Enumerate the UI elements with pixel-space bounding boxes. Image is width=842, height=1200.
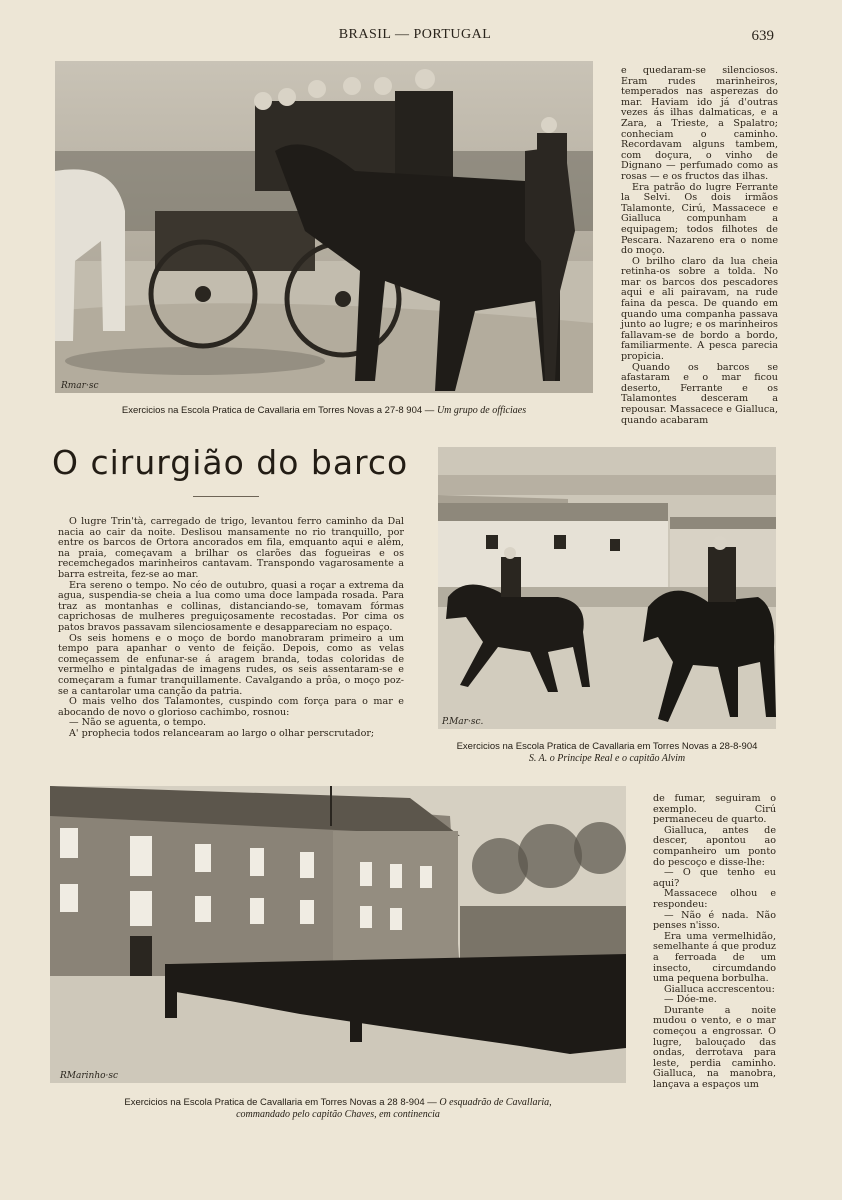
article-title: O cirurgião do barco bbox=[52, 443, 409, 482]
paragraph: O brilho claro da lua cheia retinha-os sobre a tolda. No mar os barcos dos pescadores aqui e ali pairavam, na rude faina da pesca. De quando em quando uma companha passava junto ao lugre; e os marinheiros fallavam-se de bordo a bordo, familiarmente. A pesca parecia propicia. bbox=[621, 255, 778, 363]
paragraph: Quando os barcos se afastaram e o mar ficou deserto, Ferrante e os Talamontes desceram a repousar. Massacece e Gialluca, quando acabaram bbox=[621, 361, 778, 426]
paragraph: — Não se aguenta, o tempo. bbox=[69, 717, 207, 729]
photo-officers-group bbox=[55, 61, 593, 393]
paragraph: Durante a noite mudou o vento, e o mar começou a engrossar. O lugre, balouçado das ondas, derrotava para leste, perdia caminho. Gialluca, na manobra, lançava a espaços um bbox=[653, 1004, 776, 1091]
photo-prince-and-captain bbox=[438, 447, 776, 729]
caption-italic: S. A. o Principe Real e o capitão Alvim bbox=[528, 753, 686, 764]
engraver-signature: Rmar·sc bbox=[61, 381, 99, 391]
article-column-right-top bbox=[621, 66, 778, 426]
paragraph: — Não é nada. Não penses n'isso. bbox=[653, 909, 776, 932]
paragraph: Massacece olhou e respondeu: bbox=[653, 888, 776, 910]
paragraph: Era patrão do lugre Ferrante la Selvi. Os dois irmãos Talamonte, Cirú, Massacece e Gialluca compunham a equipagem; todos filhotes de Pescara. Nazareno era o nome do moço. bbox=[621, 181, 778, 257]
caption-squadron bbox=[40, 1097, 636, 1121]
paragraph: — O que tenho eu aqui? bbox=[653, 867, 776, 889]
article-column-left bbox=[58, 517, 404, 739]
paragraph: de fumar, seguiram o exemplo. Cirú permaneceu de quarto. bbox=[653, 793, 776, 826]
page-header bbox=[0, 27, 842, 47]
title-divider bbox=[193, 496, 259, 497]
running-title: BRASIL — PORTUGAL bbox=[338, 27, 492, 42]
engraver-signature: RMarinho·sc bbox=[60, 1071, 119, 1081]
page-number: 639 bbox=[751, 28, 774, 44]
paragraph: — Dóe-me. bbox=[664, 994, 717, 1006]
caption-italic-line2: commandado pelo capitão Chaves, em continencia bbox=[236, 1109, 440, 1120]
paragraph: Gialluca, antes de descer, apontou ao companheiro um ponto do pescoço e disse-lhe: bbox=[653, 824, 776, 868]
paragraph: Gialluca accrescentou: bbox=[664, 983, 775, 995]
paragraph: Era uma vermelhidão, semelhante á que produz a ferroada de um insecto, circumdando uma pequena borbulha. bbox=[653, 930, 776, 985]
caption-italic: O esquadrão de Cavallaria, bbox=[439, 1097, 552, 1108]
paragraph: O mais velho dos Talamontes, cuspindo com força para o mar e abocando de novo o glorioso cachimbo, rosnou: bbox=[58, 696, 404, 718]
engraver-signature: P.Mar·sc. bbox=[442, 717, 484, 727]
paragraph: Os seis homens e o moço de bordo manobraram primeiro a um tempo para apanhar o vento de feição. Depois, como as velas começassem de enfunar-se á aragem branda, todas coloridas de vermelho e pintalgadas de imagens rudes, os seis assentaram-se e começaram a fumar tranquillamente. Cavalgando a prôa, o moço poz-se a cantarolar uma canção da patria. bbox=[58, 632, 404, 697]
caption-italic: Um grupo de officiaes bbox=[436, 405, 527, 416]
caption-text: Exercicios na Escola Pratica de Cavallaria em Torres Novas a 28-8-904 bbox=[456, 741, 758, 752]
article-column-right-bottom bbox=[653, 794, 776, 1091]
paragraph: A' prophecia todos relancearam ao largo o olhar perscrutador; bbox=[69, 727, 375, 739]
paragraph: O lugre Trin'tà, carregado de trigo, levantou ferro caminho da Dal nacia ao cair da noite. Deslisou mansamente no rio tranquillo, por entre os barcos de Ortora ancorados em fila, emquanto aqui e além, na praia, começavam a brilhar os clarões das fogueiras e os recemchegados marinheiros cantavam. Transpondo vagarosamente a barra estreita, fez-se ao mar. bbox=[58, 516, 404, 580]
caption-text: Exercicios na Escola Pratica de Cavallaria em Torres Novas a 27-8 904 — bbox=[121, 405, 435, 416]
caption-officers bbox=[55, 405, 593, 417]
caption-text: Exercicios na Escola Pratica de Cavallaria em Torres Novas a 28 8-904 — bbox=[124, 1097, 437, 1108]
paragraph: e quedaram-se silenciosos. Eram rudes marinheiros, temperados nas asperezas do mar. Haviam ido já d'outras vezes ás ilhas dalmaticas, e a Zara, a Trieste, a Spalatro; conheciam o caminho. Recordavam alguns tambem, com doçura, o vinho de Dignano — perfumado como as rosas — e os fructos das ilhas. bbox=[621, 65, 778, 182]
paragraph: Era sereno o tempo. No céo de outubro, quasi a roçar a extrema da agua, suspendia-se cheia a lua como uma doce lampada rosada. Para traz as montanhas e collinas, distanciando-se, tomavam fórmas caprichosas de mulheres preguiçosamente recostadas. Por cima os patos bravos passavam silenciosamente e desappareciam no espaço. bbox=[58, 579, 404, 633]
photo-cavalry-squadron bbox=[50, 786, 626, 1083]
caption-prince bbox=[418, 741, 796, 765]
